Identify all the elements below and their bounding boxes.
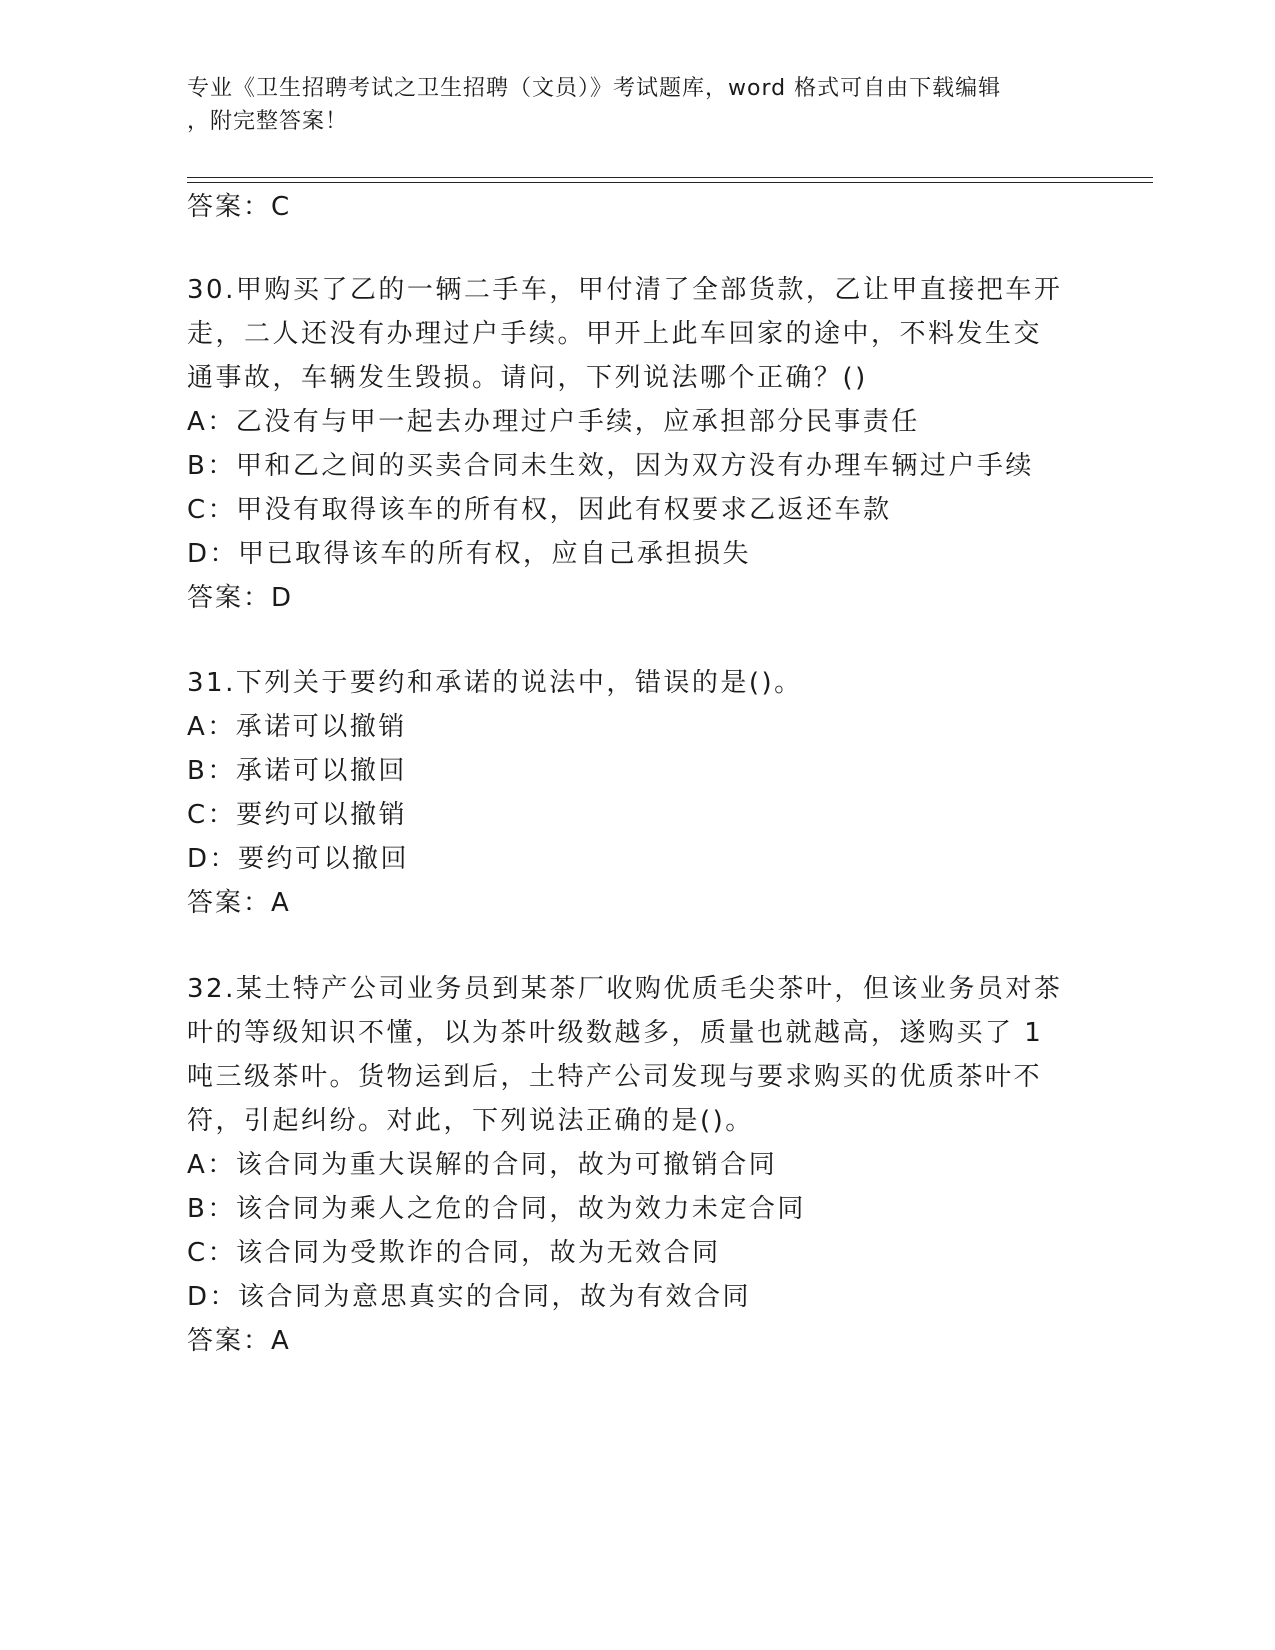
- question-stem-line: 通事故，车辆发生毁损。请问，下列说法哪个正确？(): [187, 363, 868, 393]
- option-c: C：该合同为受欺诈的合同，故为无效合同: [187, 1238, 721, 1268]
- question-stem-line: 31.下列关于要约和承诺的说法中，错误的是()。: [187, 668, 803, 698]
- option-b: B：该合同为乘人之危的合同，故为效力未定合同: [187, 1194, 806, 1224]
- option-b: B：甲和乙之间的买卖合同未生效，因为双方没有办理车辆过户手续: [187, 451, 1034, 481]
- option-d: D：要约可以撤回: [187, 844, 410, 874]
- header-divider-bottom: [187, 182, 1153, 183]
- option-b: B：承诺可以撤回: [187, 756, 407, 786]
- option-c: C：甲没有取得该车的所有权，因此有权要求乙返还车款: [187, 495, 892, 525]
- previous-answer: 答案：C: [187, 192, 292, 222]
- answer: 答案：A: [187, 888, 291, 918]
- question-stem-line: 吨三级茶叶。货物运到后，土特产公司发现与要求购买的优质茶叶不: [187, 1062, 1043, 1092]
- option-a: A：乙没有与甲一起去办理过户手续，应承担部分民事责任: [187, 407, 920, 437]
- header-divider-top: [187, 177, 1153, 178]
- question-stem-line: 30.甲购买了乙的一辆二手车，甲付清了全部货款，乙让甲直接把车开: [187, 275, 1063, 305]
- question-stem-line: 符，引起纠纷。对此，下列说法正确的是()。: [187, 1106, 754, 1136]
- option-a: A：承诺可以撤销: [187, 712, 407, 742]
- page-header: 专业《卫生招聘考试之卫生招聘（文员）》考试题库，word 格式可自由下载编辑 ，附完整答案！: [187, 76, 1002, 134]
- option-d: D：甲已取得该车的所有权，应自己承担损失: [187, 539, 752, 569]
- option-a: A：该合同为重大误解的合同，故为可撤销合同: [187, 1150, 778, 1180]
- option-c: C：要约可以撤销: [187, 800, 408, 830]
- answer: 答案：D: [187, 583, 294, 613]
- question-stem-line: 走，二人还没有办理过户手续。甲开上此车回家的途中，不料发生交: [187, 319, 1043, 349]
- question-stem-line: 叶的等级知识不懂，以为茶叶级数越多，质量也就越高，遂购买了 1: [187, 1018, 1044, 1048]
- question-stem-line: 32.某土特产公司业务员到某茶厂收购优质毛尖茶叶，但该业务员对茶: [187, 974, 1063, 1004]
- answer: 答案：A: [187, 1326, 291, 1356]
- option-d: D：该合同为意思真实的合同，故为有效合同: [187, 1282, 752, 1312]
